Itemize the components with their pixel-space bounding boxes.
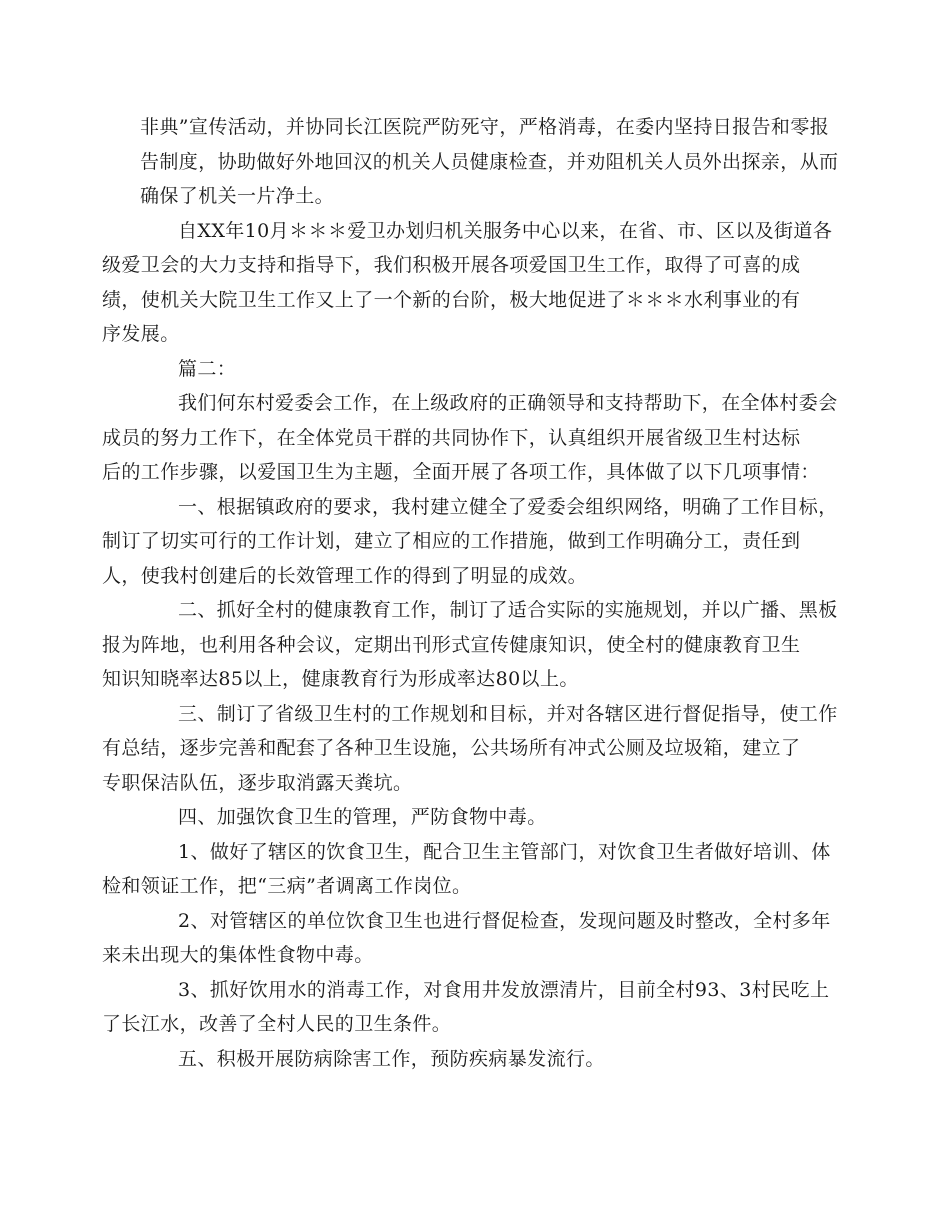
paragraph-item-4-3 — [102, 973, 830, 1042]
paragraph-item-4-1 — [102, 835, 831, 904]
paragraph-summary — [102, 214, 833, 352]
text-line: 一、根据镇政府的要求，我村建立健全了爱委会组织网络，明确了工作目标， — [178, 495, 838, 518]
text-line: 3、抓好饮用水的消毒工作，对食用井发放漂清片，目前全村93、3村民吃上 — [178, 978, 830, 1001]
text-line: 序发展。 — [102, 323, 180, 345]
paragraph-item-3 — [102, 697, 838, 801]
text-line: 制订了切实可行的工作计划，建立了相应的工作措施，做到工作明确分工，责任到 — [102, 530, 801, 552]
text-line: 确保了机关一片净土。 — [140, 185, 335, 207]
paragraph-item-1 — [102, 490, 838, 594]
text-line: 二、抓好全村的健康教育工作，制订了适合实际的实施规划，并以广播、黑板 — [178, 599, 838, 621]
paragraph-section-heading — [140, 352, 816, 387]
paragraph-item-5 — [140, 1042, 816, 1077]
text-line: 三、制订了省级卫生村的工作规划和目标，并对各辖区进行督促指导，使工作 — [178, 702, 838, 725]
paragraph-intro-cont — [140, 110, 839, 214]
text-line: 告制度，协助做好外地回汉的机关人员健康检查，并劝阻机关人员外出探亲，从而 — [140, 150, 839, 173]
text-line: 我们何东村爱委会工作，在上级政府的正确领导和支持帮助下，在全体村委会 — [178, 392, 838, 414]
text-line: 非典”宣传活动，并协同长江医院严防死守，严格消毒，在委内坚持日报告和零报 — [140, 116, 830, 138]
text-line: 1、做好了辖区的饮食卫生，配合卫生主管部门，对饮食卫生者做好培训、体 — [178, 840, 831, 863]
paragraph-item-4-2 — [102, 904, 831, 973]
text-line: 人，使我村创建后的长效管理工作的得到了明显的成效。 — [102, 564, 588, 587]
text-line: 级爱卫会的大力支持和指导下，我们积极开展各项爱国卫生工作，取得了可喜的成 — [102, 254, 801, 276]
text-line: 2、对管辖区的单位饮食卫生也进行督促检查，发现问题及时整改，全村多年 — [178, 909, 831, 932]
paragraph-section-intro — [102, 386, 838, 490]
text-line: 知识知晓率达85以上，健康教育行为形成率达80以上。 — [102, 668, 579, 690]
text-line: 成员的努力工作下，在全体党员干群的共同协作下，认真组织开展省级卫生村达标 — [102, 426, 801, 449]
text-line: 有总结，逐步完善和配套了各种卫生设施，公共场所有冲式公厕及垃圾箱，建立了 — [102, 737, 801, 759]
text-line: 报为阵地，也利用各种会议，定期出刊形式宣传健康知识，使全村的健康教育卫生 — [102, 633, 801, 656]
text-line: 篇二： — [178, 357, 237, 380]
paragraph-item-4 — [140, 800, 816, 835]
text-line: 绩，使机关大院卫生工作又上了一个新的台阶，极大地促进了＊＊＊水利事业的有 — [102, 288, 801, 311]
text-line: 自XX年10月＊＊＊爱卫办划归机关服务中心以来，在省、市、区以及街道各 — [178, 219, 833, 242]
text-line: 专职保洁队伍，逐步取消露天粪坑。 — [102, 771, 413, 794]
text-line: 四、加强饮食卫生的管理，严防食物中毒。 — [178, 806, 547, 828]
document-body — [102, 110, 839, 1076]
text-line: 来未出现大的集体性食物中毒。 — [102, 944, 374, 966]
text-line: 检和领证工作，把“三病”者调离工作岗位。 — [102, 875, 472, 897]
text-line: 了长江水，改善了全村人民的卫生条件。 — [102, 1013, 452, 1035]
paragraph-item-2 — [102, 593, 838, 697]
text-line: 后的工作步骤，以爱国卫生为主题，全面开展了各项工作，具体做了以下几项事情： — [102, 461, 820, 483]
text-line: 五、积极开展防病除害工作，预防疾病暴发流行。 — [178, 1047, 605, 1070]
